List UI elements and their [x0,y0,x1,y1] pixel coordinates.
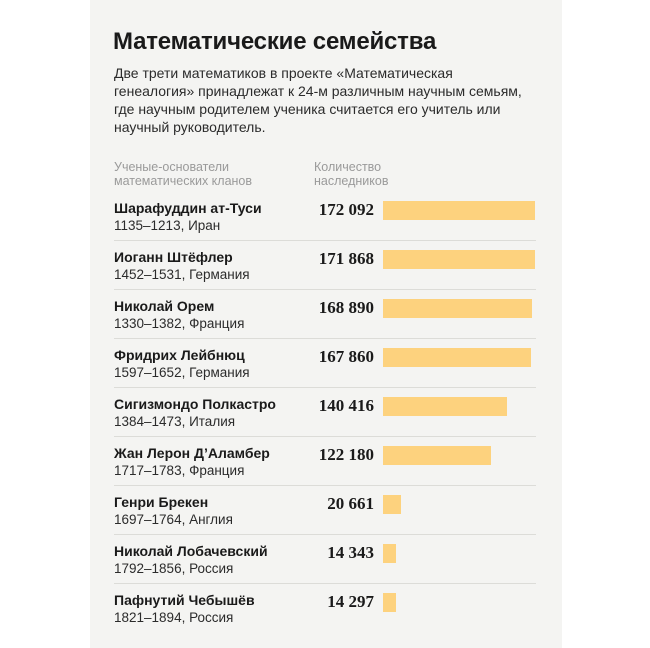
descendants-bar [383,348,531,367]
chart-title: Математические семейства [113,28,437,55]
descendants-value-label: 171 868 [318,249,374,268]
descendants-bar [383,593,396,612]
founder-years-country: 1384–1473, Италия [114,414,236,429]
chart-row [114,584,536,632]
founder-years-country: 1452–1531, Германия [114,267,250,282]
chart-row [114,290,536,339]
founder-name: Фридрих Лейбнюц [114,347,245,363]
founder-years-country: 1697–1764, Англия [114,512,233,527]
founder-name: Сигизмондо Полкастро [114,396,276,412]
chart-row [114,388,536,437]
descendants-bar [383,299,532,318]
descendants-bar [383,250,535,269]
descendants-value-label: 122 180 [318,445,374,464]
founder-name: Пафнутий Чебышёв [114,592,255,608]
descendants-value-label: 172 092 [318,200,374,219]
founder-years-country: 1135–1213, Иран [114,218,221,233]
founder-years-country: 1597–1652, Германия [114,365,250,380]
column-header-founders: Ученые-основатели математических кланов [114,160,253,188]
chart-row [114,241,536,290]
descendants-bar [383,201,535,220]
chart-row [114,339,536,388]
chart-row [114,486,536,535]
chart-rows [114,192,536,632]
descendants-bar [383,397,507,416]
founder-name: Николай Лобачевский [114,543,268,559]
chart-subtitle: Две трети математиков в проекте «Математическая генеалогия» принадлежат к 24-м различным научным семьям, где научным родителем ученика считается его учитель или научный руководитель. [114,65,522,135]
descendants-bar [383,495,401,514]
founder-years-country: 1792–1856, Россия [114,561,234,576]
founder-name: Жан Лерон Д’Аламбер [114,445,270,461]
chart-row [114,535,536,584]
chart-row [114,437,536,486]
descendants-value-label: 20 661 [327,494,374,513]
descendants-value-label: 167 860 [318,347,374,366]
column-header-descendants: Количество наследников [314,160,389,188]
descendants-value-label: 168 890 [318,298,374,317]
founder-name: Генри Брекен [114,494,209,510]
founder-years-country: 1821–1894, Россия [114,610,234,625]
founder-name: Иоганн Штёфлер [114,249,233,265]
founder-name: Николай Орем [114,298,215,314]
descendants-bar [383,446,491,465]
founder-years-country: 1330–1382, Франция [114,316,245,331]
chart-row [114,192,536,241]
founder-name: Шарафуддин ат-Туси [114,200,262,216]
descendants-value-label: 140 416 [318,396,374,415]
descendants-value-label: 14 297 [327,592,374,611]
descendants-bar [383,544,396,563]
founder-years-country: 1717–1783, Франция [114,463,245,478]
descendants-value-label: 14 343 [327,543,374,562]
